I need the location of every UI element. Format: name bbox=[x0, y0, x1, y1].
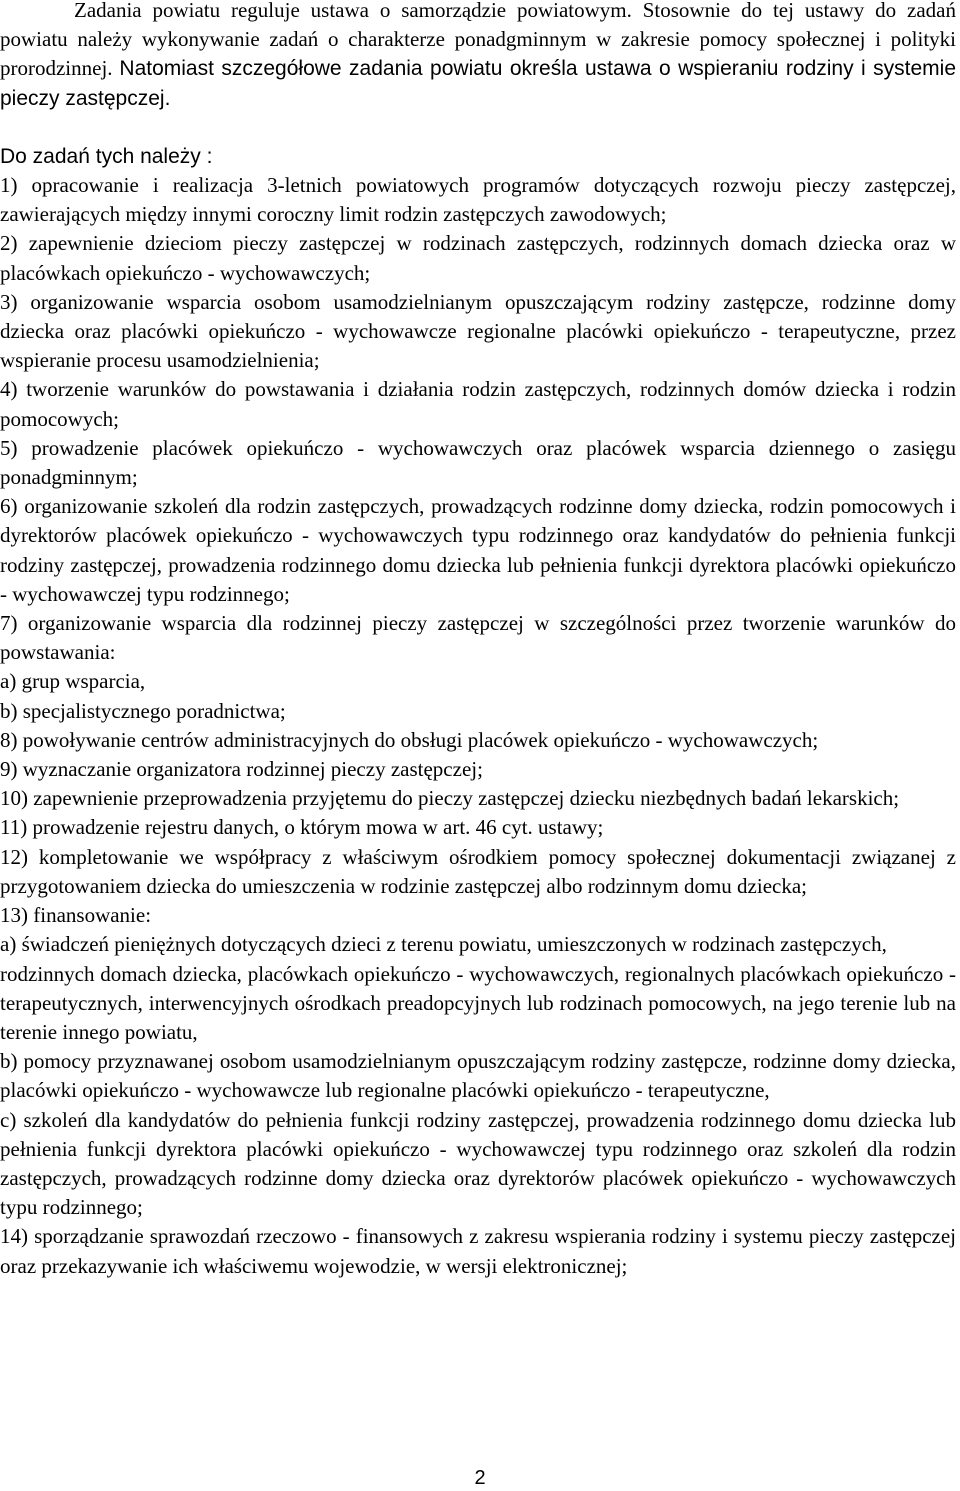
list-item: a) grup wsparcia, bbox=[0, 669, 146, 694]
list-item: c) szkoleń dla kandydatów do pełnienia funkcji rodziny zastępczej, prowadzenia rodzinnego domu dziecka lub pełnienia funkcji dyrektora placówki opiekuńczo - wychowawczej typu rodzinnego oraz szkoleń dla rodzin zastępczych, prowadzących rodzinne domy dziecka oraz dyrektorów placówek opiekuńczo - wychowawczych typu rodzinnego; bbox=[0, 1107, 956, 1220]
list-item: 12) kompletowanie we współpracy z właściwym ośrodkiem pomocy społecznej dokumentacji związanej z przygotowaniem dziecka do umieszczenia w rodzinie zastępczej albo rodzinnym domu dziecka; bbox=[0, 844, 956, 898]
list-item: 7) organizowanie wsparcia dla rodzinnej pieczy zastępczej w szczególności przez tworzenie warunków do powstawania: bbox=[0, 611, 956, 665]
list-item: 5) prowadzenie placówek opiekuńczo - wychowawczych oraz placówek wsparcia dziennego o zasięgu ponadgminnym; bbox=[0, 435, 956, 490]
list-item: 14) sporządzanie sprawozdań rzeczowo - finansowych z zakresu wspierania rodziny i systemu pieczy zastępczej oraz przekazywanie ich właściwemu wojewodzie, w wersji elektronicznej; bbox=[0, 1224, 956, 1278]
task-list bbox=[0, 171, 956, 1281]
intro-paragraph bbox=[0, 0, 956, 113]
list-item: 11) prowadzenie rejestru danych, o którym mowa w art. 46 cyt. ustawy; bbox=[0, 815, 604, 840]
intro-text-part1: Zadania powiatu reguluje ustawa o samorządzie powiatowym. Stosownie do tej ustawy do zadań powiatu należy wykonywanie zadań o charakterze ponadgminnym w zakresie pomocy społecznej i polityki prorodzinnej. bbox=[0, 0, 956, 81]
list-item: rodzinnych domach dziecka, placówkach opiekuńczo - wychowawczych, regionalnych placówkach opiekuńczo - terapeutycznych, interwencyjnych ośrodkach preadopcyjnych lub rodzinach pomocowych, na jego terenie lub na terenie innego powiatu, bbox=[0, 961, 956, 1044]
list-item: 1) opracowanie i realizacja 3-letnich powiatowych programów dotyczących rozwoju pieczy zastępczej, zawierających między innymi coroczny limit rodzin zastępczych zawodowych; bbox=[0, 173, 956, 227]
list-item: 2) zapewnienie dzieciom pieczy zastępczej w rodzinach zastępczych, rodzinnych domach dziecka oraz w placówkach opiekuńczo - wychowawczych; bbox=[0, 231, 956, 285]
list-item: 3) organizowanie wsparcia osobom usamodzielnianym opuszczającym rodziny zastępcze, rodzinne domy dziecka oraz placówki opiekuńczo - wychowawcze regionalne placówki opiekuńczo - terapeutyczne, przez wspieranie procesu usamodzielnienia; bbox=[0, 289, 956, 373]
list-item: 9) wyznaczanie organizatora rodzinnej pieczy zastępczej; bbox=[0, 757, 483, 782]
page-number: 2 bbox=[474, 1467, 486, 1489]
list-item: 8) powoływanie centrów administracyjnych do obsługi placówek opiekuńczo - wychowawczych; bbox=[0, 727, 819, 752]
list-item: b) pomocy przyznawanej osobom usamodzielnianym opuszczającym rodziny zastępcze, rodzinne domy dziecka, placówki opiekuńczo - wychowawcze lub regionalne placówki opiekuńczo - terapeutyczne, bbox=[0, 1049, 956, 1103]
list-item: 6) organizowanie szkoleń dla rodzin zastępczych, prowadzących rodzinne domy dziecka, rodzin pomocowych i dyrektorów placówek opiekuńczo - wychowawczych typu rodzinnego oraz kandydatów do pełnienia funkcji rodziny zastępczej, prowadzenia rodzinnego domu dziecka lub pełnienia funkcji dyrektora placówki opiekuńczo - wychowawczej typu rodzinnego; bbox=[0, 494, 956, 606]
list-item: 10) zapewnienie przeprowadzenia przyjętemu do pieczy zastępczej dziecku niezbędnych badań lekarskich; bbox=[0, 786, 900, 811]
list-item: a) świadczeń pieniężnych dotyczących dzieci z terenu powiatu, umieszczonych w rodzinach zastępczych, bbox=[0, 932, 887, 957]
list-lead: Do zadań tych należy : bbox=[0, 144, 213, 168]
list-item: 13) finansowanie: bbox=[0, 903, 152, 928]
intro-text-part2: Natomiast szczegółowe zadania powiatu określa ustawa o wspieraniu rodziny i systemie pieczy zastępczej. bbox=[0, 57, 957, 110]
list-item: b) specjalistycznego poradnictwa; bbox=[0, 698, 286, 723]
list-item: 4) tworzenie warunków do powstawania i działania rodzin zastępczych, rodzinnych domów dziecka i rodzin pomocowych; bbox=[0, 377, 956, 431]
